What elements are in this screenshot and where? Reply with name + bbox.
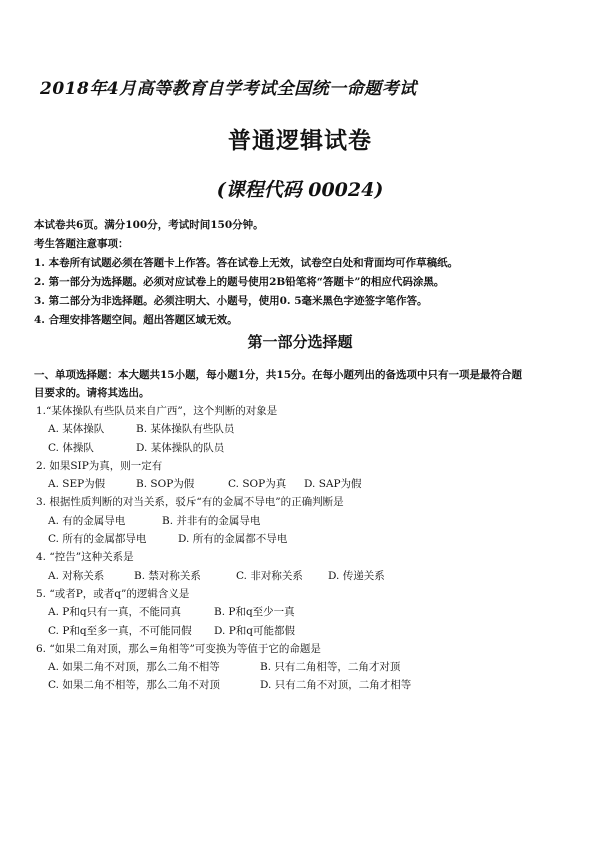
option-b: B. 某体操队有些队员 [136, 423, 235, 436]
question-4 [36, 548, 576, 585]
instruction-line: 2. 第一部分为选择题。必须对应试卷上的题号使用2B铅笔将“答题卡”的相应代码涂黑。 [34, 276, 445, 288]
option-c: C. 如果二角不相等，那么二角不对顶 [48, 679, 220, 692]
question-list [36, 402, 576, 695]
part-intro [34, 366, 574, 402]
option-b: B. SOP为假 [136, 478, 195, 491]
section-title: 第一部分选择题 [247, 333, 353, 351]
part-intro-line: 一、单项选择题：本大题共15小题，每小题1分，共15分。在每小题列出的备选项中只有一项是最符合题 [34, 369, 523, 381]
question-6 [36, 640, 576, 695]
option-d: D. SAP为假 [304, 478, 362, 491]
option-row [36, 622, 576, 640]
option-row [36, 475, 576, 493]
option-d: D. 某体操队的队员 [136, 441, 225, 454]
option-b: B. 并非有的金属导电 [162, 514, 261, 527]
option-row [36, 676, 576, 694]
option-c: C. 体操队 [48, 441, 94, 454]
option-c: C. SOP为真 [228, 478, 287, 491]
option-b: B. 禁对称关系 [134, 569, 201, 582]
option-d: D. P和q可能都假 [214, 624, 296, 637]
part-intro-line: 目要求的。请将其选出。 [34, 387, 150, 399]
question-stem: 5. “或者P，或者q”的逻辑含义是 [36, 587, 190, 600]
option-a: A. 某体操队 [48, 423, 105, 436]
option-d: D. 只有二角不对顶，二角才相等 [260, 679, 412, 692]
option-a: A. 有的金属导电 [48, 514, 126, 527]
question-stem: 4. “控告”这种关系是 [36, 551, 134, 564]
question-2 [36, 457, 576, 494]
option-a: A. P和q只有一真，不能同真 [48, 606, 182, 619]
option-row [36, 420, 576, 438]
instructions-block [34, 216, 574, 330]
page-title: 普通逻辑试卷 [228, 127, 372, 154]
question-5 [36, 585, 576, 640]
option-a: A. SEP为假 [48, 478, 106, 491]
option-b: B. 只有二角相等，二角才对顶 [260, 661, 401, 674]
option-row [36, 658, 576, 676]
option-d: D. 所有的金属都不导电 [178, 533, 288, 546]
option-row [36, 567, 576, 585]
course-code: (课程代码 00024) [216, 179, 384, 201]
question-stem: 6. “如果二角对顶，那么=角相等”可变换为等值于它的命题是 [36, 642, 321, 655]
option-b: B. P和q至少一真 [214, 606, 295, 619]
question-3 [36, 493, 576, 548]
option-row [36, 512, 576, 530]
instruction-line: 本试卷共6页。满分100分，考试时间150分钟。 [34, 219, 264, 231]
instruction-line: 考生答题注意事项： [34, 238, 129, 250]
question-stem: 2. 如果SIP为真，则一定有 [36, 459, 163, 472]
exam-header: 2018年4月高等教育自学考试全国统一命题考试 [40, 79, 417, 99]
option-row [36, 603, 576, 621]
option-row [36, 439, 576, 457]
option-c: C. 非对称关系 [236, 569, 303, 582]
option-c: C. P和q至多一真，不可能同假 [48, 624, 192, 637]
option-a: A. 对称关系 [48, 569, 105, 582]
instruction-line: 3. 第二部分为非选择题。必须注明大、小题号，使用0. 5毫米黑色字迹签字笔作答。 [34, 295, 428, 307]
option-a: A. 如果二角不对顶，那么二角不相等 [48, 661, 220, 674]
question-1 [36, 402, 576, 457]
question-stem: 1.“某体操队有些队员来自广西”，这个判断的对象是 [36, 405, 278, 417]
question-stem: 3. 根据性质判断的对当关系，驳斥“有的金属不导电”的正确判断是 [36, 496, 344, 509]
option-d: D. 传递关系 [328, 569, 385, 582]
option-row [36, 530, 576, 548]
instruction-line: 1. 本卷所有试题必须在答题卡上作答。答在试卷上无效，试卷空白处和背面均可作草稿纸。 [34, 257, 459, 269]
option-c: C. 所有的金属都导电 [48, 533, 147, 546]
instruction-line: 4. 合理安排答题空间。超出答题区域无效。 [34, 314, 238, 326]
